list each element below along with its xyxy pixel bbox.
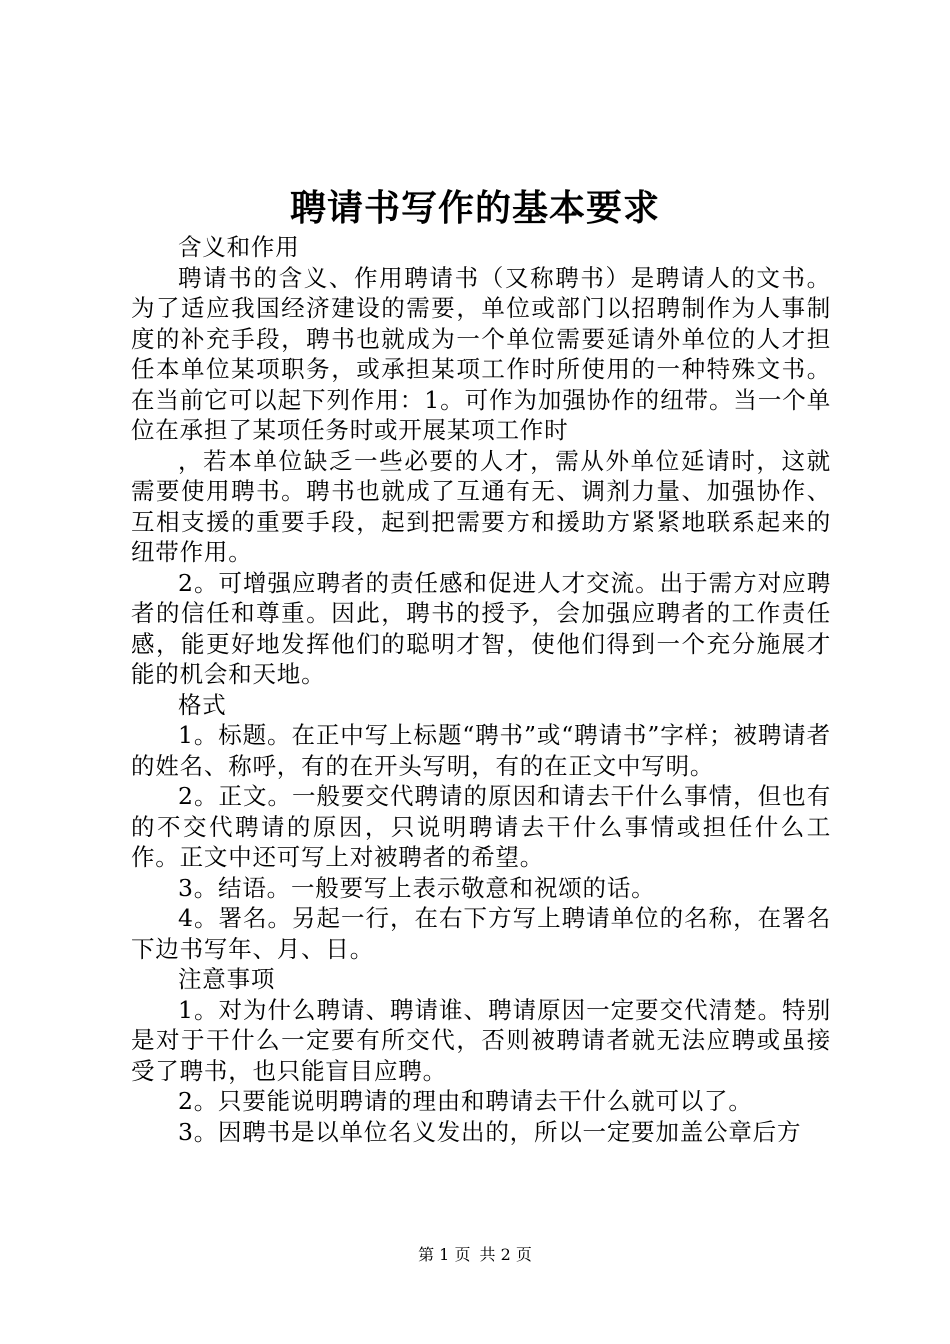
page-footer (0, 1244, 950, 1266)
note-item-3: 3。因聘书是以单位名义发出的，所以一定要加盖公章后方 (178, 1117, 802, 1146)
section-heading-format: 格式 (178, 690, 227, 719)
format-item-signature: 4。署名。另起一行，在右下方写上聘请单位的名称，在署名下边书写年、月、日。 (131, 904, 831, 963)
paragraph-continuation: ，若本单位缺乏一些必要的人才，需从外单位延请时，这就需要使用聘书。聘书也就成了互通有无、调剂力量、加强协作、互相支援的重要手段，起到把需要方和援助方紧紧地联系起来的纽带作用。 (131, 446, 831, 566)
format-item-title: 1。标题。在正中写上标题“聘书”或“聘请书”字样；被聘请者的姓名、称呼，有的在开头写明，有的在正文中写明。 (131, 721, 831, 780)
note-item-2: 2。只要能说明聘请的理由和聘请去干什么就可以了。 (178, 1087, 753, 1115)
format-item-body: 2。正文。一般要交代聘请的原因和请去干什么事情，但也有的不交代聘请的原因，只说明聘请去干什么事情或担任什么工作。正文中还可写上对被聘者的希望。 (131, 782, 831, 871)
format-item-closing: 3。结语。一般要写上表示敬意和祝颂的话。 (178, 873, 656, 902)
page-total: 共 2 页 (479, 1245, 532, 1264)
page-number: 第 1 页 (418, 1245, 471, 1264)
document-body (131, 232, 831, 1147)
paragraph-definition: 聘请书的含义、作用聘请书（又称聘书）是聘请人的文书。为了适应我国经济建设的需要，单位或部门以招聘制作为人事制度的补充手段，聘书也就成为一个单位需要延请外单位的人才担任本单位某项职务，或承担某项工作时所使用的一种特殊文书。在当前它可以起下列作用：1。可作为加强协作的纽带。当一个单位在承担了某项任务时或开展某项工作时 (131, 263, 831, 444)
document-title: 聘请书写作的基本要求 (289, 187, 660, 229)
paragraph-point-2: 2。可增强应聘者的责任感和促进人才交流。出于需方对应聘者的信任和尊重。因此，聘书的授予，会加强应聘者的工作责任感，能更好地发挥他们的聪明才智，使他们得到一个充分施展才能的机会和天地。 (131, 568, 831, 688)
section-heading-meaning: 含义和作用 (178, 233, 300, 261)
section-heading-notes: 注意事项 (178, 965, 276, 993)
note-item-1: 1。对为什么聘请、聘请谁、聘请原因一定要交代清楚。特别是对于干什么一定要有所交代，否则被聘请者就无法应聘或虽接受了聘书，也只能盲目应聘。 (131, 995, 831, 1085)
